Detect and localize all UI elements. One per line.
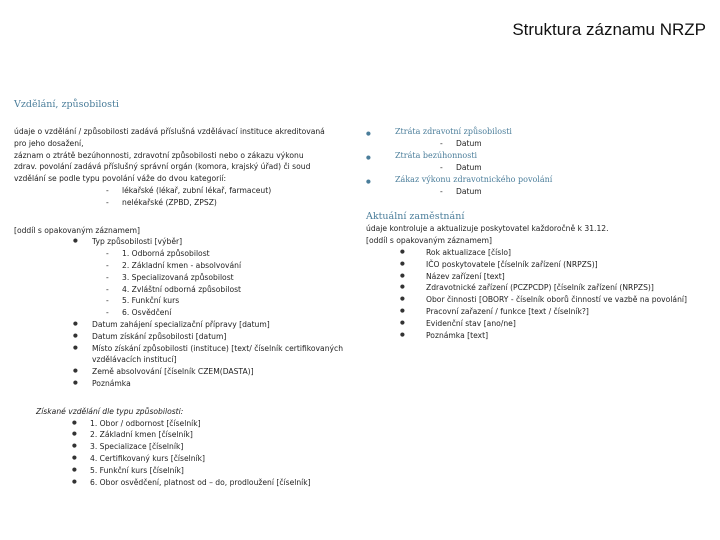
repeat-label: [oddíl s opakovaným záznamem] — [14, 225, 140, 235]
employment-item: ● Rok aktualizace [číslo] — [366, 247, 711, 259]
employment-item: ● IČO poskytovatele [číselník zařízení (NRPZS)] — [366, 259, 711, 271]
right-column — [366, 126, 711, 341]
category-item: - nelékařské (ZPBD, ZPSZ) — [14, 197, 354, 209]
loss-item: ● Zákaz výkonu zdravotnického povolání — [366, 174, 711, 186]
loss-item: ● Ztráta zdravotní způsobilosti — [366, 126, 711, 138]
field-label-cont: vzdělávacích institucí] — [92, 355, 177, 365]
category-list — [14, 185, 354, 209]
field-list — [14, 236, 354, 389]
field-label: Typ způsobilosti [výběr] — [92, 237, 183, 247]
employment-heading: Aktuální zaměstnání — [366, 211, 465, 223]
category-item: - lékařské (lékař, zubní lékař, farmaceut) — [14, 185, 354, 197]
specialty-item: ● 5. Funkční kurs [číselník] — [14, 465, 354, 477]
field-subitem: - 4. Zvláštní odborná způsobilost — [14, 284, 354, 296]
employment-item: ● Obor činnosti [OBORY - číselník oborů činností ve vazbě na povolání] — [366, 294, 711, 306]
intro-line: zdrav. povolání zadává příslušný správní orgán (komora, krajský úřad) či soud — [14, 162, 311, 172]
employment-line: údaje kontroluje a aktualizuje poskytovatel každoročně k 31.12. — [366, 224, 609, 234]
loss-subitem: - Datum — [366, 186, 711, 198]
employment-item: ● Název zařízení [text] — [366, 271, 711, 283]
employment-line: [oddíl s opakovaným záznamem] — [366, 236, 492, 246]
employment-list — [366, 247, 711, 341]
loss-list — [366, 126, 711, 197]
loss-item: ● Ztráta bezúhonnosti — [366, 150, 711, 162]
employment-item: ● Pracovní zařazení / funkce [text / číselník?] — [366, 306, 711, 318]
specialty-item: ● 1. Obor / odbornost [číselník] — [14, 418, 354, 430]
field-subitem: - 3. Specializovaná způsobilost — [14, 272, 354, 284]
specialty-item: ● 3. Specializace [číselník] — [14, 441, 354, 453]
field-label: ● Místo získání způsobilosti (instituce) [text/ číselník certifikovaných — [92, 343, 344, 353]
education-heading: Vzdělání, způsobilosti — [14, 99, 119, 110]
specialty-item: ● 2. Základní kmen [číselník] — [14, 429, 354, 441]
loss-subitem: - Datum — [366, 138, 711, 150]
specialty-heading: Získané vzdělání dle typu způsobilosti: — [36, 406, 184, 416]
intro-line: vzdělání se podle typu povolání váže do dvou kategorií: — [14, 174, 227, 184]
employment-item: ● Evidenční stav [ano/ne] — [366, 318, 711, 330]
intro-line: pro jeho dosažení, — [14, 138, 84, 148]
employment-item: ● Poznámka [text] — [366, 330, 711, 342]
page-title: Struktura záznamu NRZP — [512, 20, 706, 39]
intro-line: údaje o vzdělání / způsobilosti zadává příslušná vzdělávací instituce akreditovaná — [14, 127, 325, 136]
loss-subitem: - Datum — [366, 162, 711, 174]
field-subitem: - 2. Základní kmen - absolvování — [14, 260, 354, 272]
field-subitem: - 6. Osvědčení — [14, 307, 354, 319]
specialty-item: ● 4. Certifikovaný kurs [číselník] — [14, 453, 354, 465]
field-item: ● Datum zahájení specializační přípravy [datum] — [14, 319, 354, 331]
employment-item: ● Zdravotnické zařízení (PCZPCDP) [číselník zařízení (NRPZS)] — [366, 282, 711, 294]
field-subitem: - 5. Funkční kurs — [14, 295, 354, 307]
specialty-list — [14, 418, 354, 489]
field-subitem: - 1. Odborná způsobilost — [14, 248, 354, 260]
left-column — [14, 126, 354, 488]
intro-line: záznam o ztrátě bezúhonnosti, zdravotní způsobilosti nebo o zákazu výkonu — [14, 150, 304, 160]
field-item — [14, 343, 354, 367]
field-item: ● Země absolvování [číselník CZEM(DASTA)] — [14, 366, 354, 378]
specialty-item: ● 6. Obor osvědčení, platnost od – do, prodloužení [číselník] — [14, 477, 354, 489]
field-item: ● Poznámka — [14, 378, 354, 390]
field-item: ● Datum získání způsobilosti [datum] — [14, 331, 354, 343]
field-item — [14, 236, 354, 248]
